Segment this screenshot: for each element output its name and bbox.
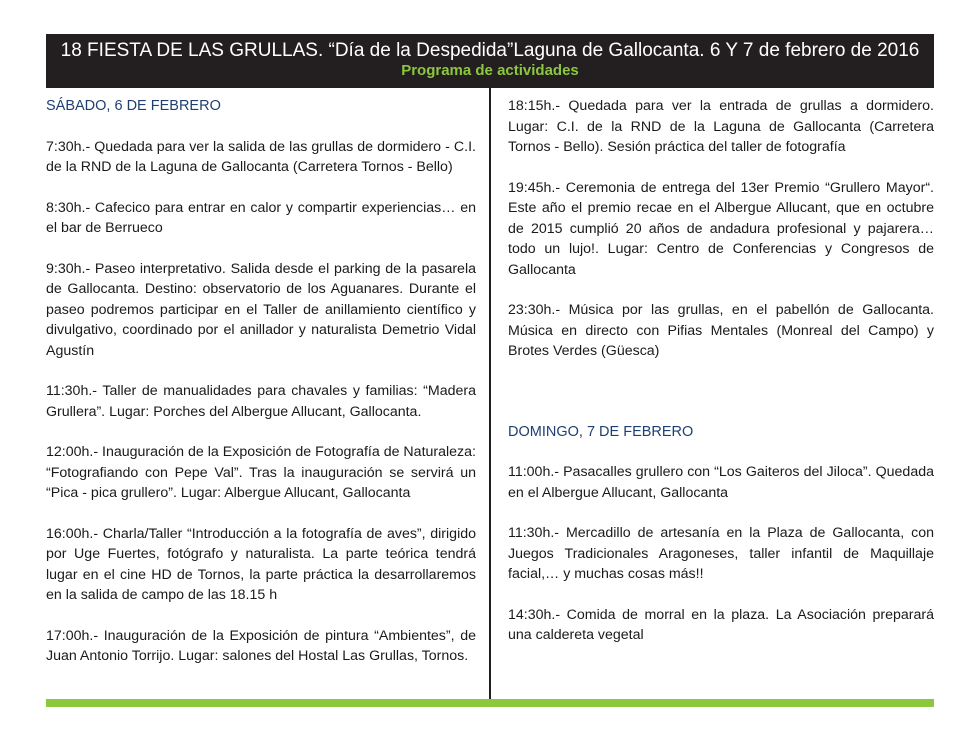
event-item: 11:00h.- Pasacalles grullero con “Los Gaiteros del Jiloca”. Quedada en el Albergue Allucant, Gallocanta: [508, 464, 934, 501]
event-item: 14:30h.- Comida de morral en la plaza. La Asociación preparará una caldereta vegetal: [508, 606, 934, 643]
event-item: 11:30h.- Taller de manualidades para chavales y familias: “Madera Grullera”. Lugar: Porches del Albergue Allucant, Gallocanta.: [46, 383, 476, 420]
column-divider: [489, 88, 491, 699]
event-item: 8:30h.- Cafecico para entrar en calor y compartir experiencias… en el bar de Berrueco: [46, 199, 476, 236]
footer-accent-bar: [46, 699, 934, 707]
event-item: 23:30h.- Música por las grullas, en el pabellón de Gallocanta. Música en directo con Pifias Mentales (Monreal del Campo) y Brotes Verdes (Güesca): [508, 302, 934, 359]
event-item: 12:00h.- Inauguración de la Exposición de Fotografía de Naturaleza: “Fotografiando con Pepe Val”. Tras la inauguración se servirá un “Pica - pica grullero”. Lugar: Albergue Allucant, Gallocanta: [46, 444, 476, 501]
day-heading-sunday: DOMINGO, 7 DE FEBRERO: [508, 423, 694, 440]
page-title: 18 FIESTA DE LAS GRULLAS. “Día de la Despedida”Laguna de Gallocanta. 6 Y 7 de febrero de 2016: [60, 40, 920, 61]
event-item: 18:15h.- Quedada para ver la entrada de grullas a dormidero. Lugar: C.I. de la RND de la Laguna de Gallocanta (Carretera Tornos - Bello). Sesión práctica del taller de fotografía: [508, 98, 934, 155]
event-item: 7:30h.- Quedada para ver la salida de las grullas de dormidero - C.I. de la RND de la Laguna de Gallocanta (Carretera Tornos - Bello): [46, 138, 476, 175]
right-column: [508, 96, 934, 646]
event-item: 11:30h.- Mercadillo de artesanía en la Plaza de Gallocanta, con Juegos Tradicionales Aragoneses, taller infantil de Maquillaje facial,… y muchas cosas más!!: [508, 525, 934, 582]
header-banner: [46, 34, 934, 88]
saturday-column: [46, 96, 476, 667]
event-item: 17:00h.- Inauguración de la Exposición de pintura “Ambientes”, de Juan Antonio Torrijo. Lugar: salones del Hostal Las Grullas, Tornos.: [46, 627, 476, 664]
event-item: 19:45h.- Ceremonia de entrega del 13er Premio “Grullero Mayor“. Este año el premio recae en el Albergue Allucant, que en octubre de 2015 cumplió 20 años de andadura profesional y pajarera… todo un lujo!. Lugar: Centro de Conferencias y Congresos de Gallocanta: [508, 179, 934, 278]
event-item: 9:30h.- Paseo interpretativo. Salida desde el parking de la pasarela de Gallocanta. Destino: observatorio de los Aguanares. Durante el paseo podremos participar en el Taller de anillamiento científico y divulgativo, coordinado por el anillador y naturalista Demetrio Vidal Agustín: [46, 260, 476, 359]
event-item: 16:00h.- Charla/Taller “Introducción a la fotografía de aves”, dirigido por Uge Fuertes, fotógrafo y naturalista. La parte teórica tendrá lugar en el cine HD de Tornos, la parte práctica la desarrollaremos en la salida de campo de las 18.15 h: [46, 525, 476, 603]
page-subtitle: Programa de actividades: [401, 62, 579, 79]
day-heading-saturday: SÁBADO, 6 DE FEBRERO: [46, 98, 221, 114]
